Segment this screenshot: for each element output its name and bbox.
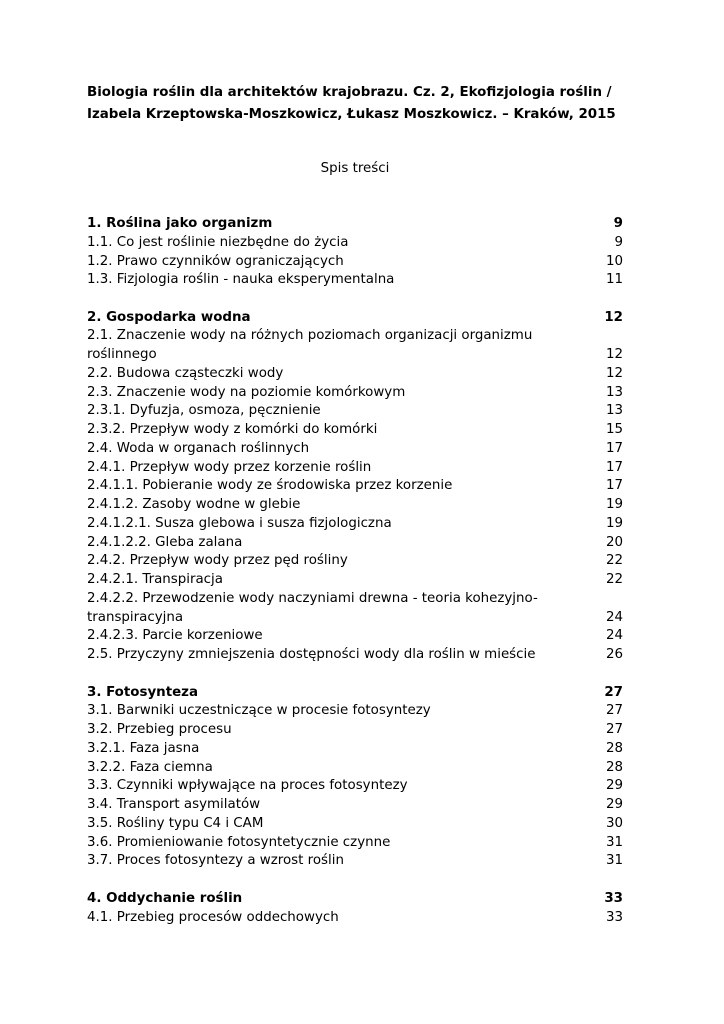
toc-entry-label: 3.3. Czynniki wpływające na proces fotosyntezy — [87, 778, 408, 794]
toc-entry-page: 10 — [605, 253, 623, 269]
toc-entry-label: 3.7. Proces fotosyntezy a wzrost roślin — [87, 853, 344, 869]
toc-chapter-heading — [87, 309, 623, 328]
toc-entry-label: 3.2.2. Faza ciemna — [87, 759, 213, 775]
toc-entry-label: 2.4.1.1. Pobieranie wody ze środowiska przez korzenie — [87, 478, 453, 494]
toc-entry-label: 3.1. Barwniki uczestniczące w procesie fotosyntezy — [87, 703, 431, 719]
toc-entry-page: 13 — [605, 384, 623, 400]
toc-chapter-title: 4. Oddychanie roślin — [87, 890, 243, 906]
toc-entry — [87, 834, 623, 853]
toc-entry — [87, 253, 623, 272]
toc-chapter-title: 3. Fotosynteza — [87, 684, 199, 700]
toc-entry-label: 2.4.1. Przepływ wody przez korzenie roślin — [87, 459, 372, 475]
toc-entry-label: 2.4. Woda w organach roślinnych — [87, 440, 310, 456]
toc-entry-label: 3.6. Promieniowanie fotosyntetycznie czynne — [87, 834, 391, 850]
toc-entry-page: 20 — [605, 534, 623, 550]
toc-entry-label: 3.5. Rośliny typu C4 i CAM — [87, 815, 264, 831]
toc-entry-page: 11 — [605, 272, 623, 288]
toc-chapter-page: 9 — [613, 216, 623, 231]
toc-entry — [87, 627, 623, 646]
toc-entry-page: 24 — [605, 609, 623, 625]
toc-entry — [87, 534, 623, 553]
toc-entry-page: 22 — [605, 553, 623, 569]
toc-entry-label: 3.2.1. Faza jasna — [87, 740, 200, 756]
toc-entry — [87, 740, 623, 759]
toc-entry-label: 4.1. Przebieg procesów oddechowych — [87, 909, 339, 925]
toc-entry-page: 12 — [605, 347, 623, 363]
toc-entry — [87, 402, 623, 421]
toc-entry-page: 30 — [605, 815, 623, 831]
toc-entry-label: 2.3.2. Przepływ wody z komórki do komórki — [87, 422, 378, 438]
toc-entry-page: 15 — [605, 422, 623, 438]
toc-entry-label: 2.5. Przyczyny zmniejszenia dostępności wody dla roślin w mieście — [87, 647, 536, 663]
toc-entry — [87, 702, 623, 721]
toc-entry-page: 28 — [605, 759, 623, 775]
toc-entry-page: 24 — [605, 628, 623, 644]
toc-entry-page: 33 — [605, 909, 623, 925]
toc-section — [87, 684, 623, 872]
toc-entry-page: 17 — [605, 440, 623, 456]
toc-entry — [87, 440, 623, 459]
toc-entry-label: 2.4.1.2.2. Gleba zalana — [87, 534, 243, 550]
toc-chapter-heading — [87, 215, 623, 234]
toc-entry — [87, 815, 623, 834]
toc-entry-page: 27 — [605, 722, 623, 738]
toc-entry-page: 27 — [605, 703, 623, 719]
toc-entry-page: 19 — [605, 515, 623, 531]
toc-entry-label: 2.2. Budowa cząsteczki wody — [87, 365, 284, 381]
toc-entry — [87, 365, 623, 384]
toc-entry-label: 2.3. Znaczenie wody na poziomie komórkowym — [87, 384, 406, 400]
toc-entry — [87, 777, 623, 796]
bibliographic-header — [87, 82, 623, 126]
toc-entry — [87, 496, 623, 515]
toc-entry-page: 29 — [605, 797, 623, 813]
toc-entry-label: 3.2. Przebieg procesu — [87, 722, 232, 738]
toc-entry-label: 2.4.2.1. Transpiracja — [87, 572, 223, 588]
toc-entry-label: 2.4.2. Przepływ wody przez pęd rośliny — [87, 553, 348, 569]
toc-entry — [87, 234, 623, 253]
toc-entry-label: 2.1. Znaczenie wody na różnych poziomach organizacji organizmu roślinnego — [87, 328, 533, 363]
toc-entry — [87, 515, 623, 534]
toc-chapter-page: 33 — [604, 890, 623, 906]
toc-chapter-page: 27 — [604, 684, 623, 700]
toc-entry — [87, 421, 623, 440]
toc-entry — [87, 646, 623, 665]
toc-entry-page: 31 — [605, 853, 623, 869]
toc-entry — [87, 327, 623, 365]
toc-entry — [87, 796, 623, 815]
toc-entry-page: 17 — [605, 459, 623, 475]
toc-entry-page: 12 — [605, 365, 623, 381]
toc-entry-page: 9 — [614, 234, 623, 250]
toc-chapter-heading — [87, 684, 623, 703]
toc-entry-label: 2.4.2.2. Przewodzenie wody naczyniami drewna - teoria kohezyjno- transpiracyjna — [87, 590, 538, 625]
toc-chapter-title: 1. Roślina jako organizm — [87, 216, 273, 231]
toc-entry-label: 1.2. Prawo czynników ograniczających — [87, 253, 344, 269]
toc-entry-page: 31 — [605, 834, 623, 850]
toc-title: Spis treści — [320, 161, 390, 176]
toc-section — [87, 309, 623, 665]
toc-entry-label: 3.4. Transport asymilatów — [87, 797, 261, 813]
toc-entry — [87, 721, 623, 740]
toc-entry — [87, 909, 623, 928]
toc-entry-page: 26 — [605, 647, 623, 663]
toc-chapter-title: 2. Gospodarka wodna — [87, 309, 251, 325]
toc-section — [87, 890, 623, 928]
toc-entry — [87, 571, 623, 590]
toc-entry-page: 28 — [605, 740, 623, 756]
toc-entry-label: 1.3. Fizjologia roślin - nauka eksperymentalna — [87, 272, 395, 288]
toc-entry — [87, 759, 623, 778]
toc-entry-label: 2.4.2.3. Parcie korzeniowe — [87, 628, 263, 644]
toc-entry-page: 22 — [605, 572, 623, 588]
toc-entry-page: 19 — [605, 497, 623, 513]
toc-entry-page: 17 — [605, 478, 623, 494]
toc-entry — [87, 852, 623, 871]
toc-entry-page: 29 — [605, 778, 623, 794]
toc-entry — [87, 590, 623, 628]
toc-entry — [87, 271, 623, 290]
toc-entry-label: 2.4.1.2. Zasoby wodne w glebie — [87, 497, 301, 513]
toc-entry-label: 1.1. Co jest roślinie niezbędne do życia — [87, 234, 349, 250]
toc-chapter-heading — [87, 890, 623, 909]
toc-entry-label: 2.3.1. Dyfuzja, osmoza, pęcznienie — [87, 403, 321, 419]
header-line-1: Biologia roślin dla architektów krajobrazu. Cz. 2, Ekofizjologia roślin / — [87, 85, 612, 100]
toc-chapter-page: 12 — [604, 309, 623, 325]
toc-entry-page: 13 — [605, 403, 623, 419]
toc-section — [87, 215, 623, 290]
toc-entry — [87, 459, 623, 478]
toc-entry — [87, 477, 623, 496]
toc-entry — [87, 384, 623, 403]
toc-entry-label: 2.4.1.2.1. Susza glebowa i susza fizjologiczna — [87, 515, 392, 531]
header-line-2: Izabela Krzeptowska-Moszkowicz, Łukasz Moszkowicz. – Kraków, 2015 — [87, 107, 616, 122]
table-of-contents — [87, 215, 623, 946]
toc-entry — [87, 552, 623, 571]
